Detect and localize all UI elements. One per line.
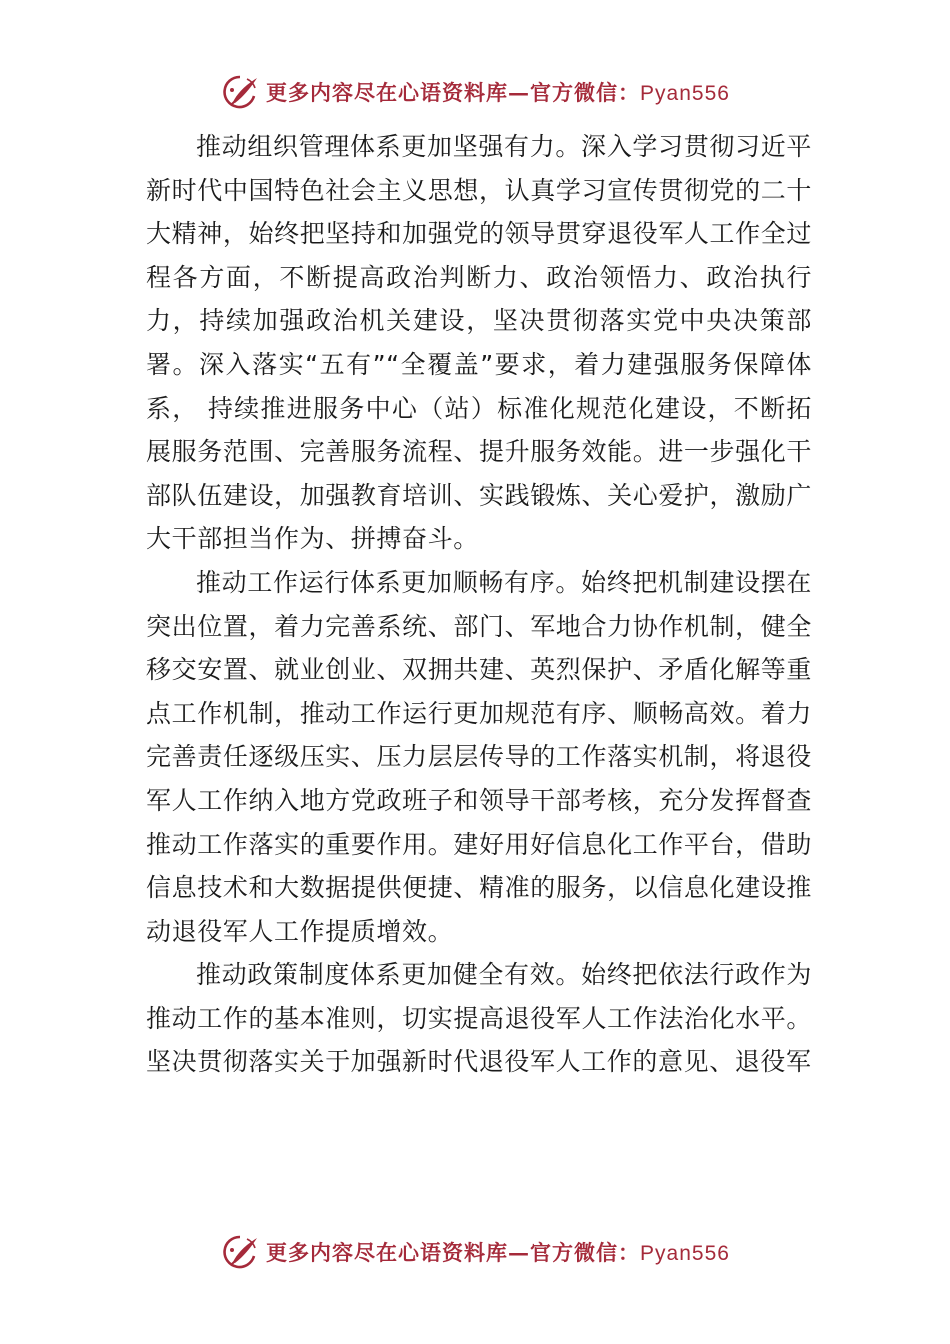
footer-banner [0, 1232, 950, 1272]
banner-wechat-id: Pyan556 [640, 82, 730, 105]
banner-wechat-id: Pyan556 [640, 1242, 730, 1265]
banner-text [266, 77, 730, 107]
banner-text [266, 1237, 730, 1267]
paragraph: 推动政策制度体系更加健全有效。始终把依法行政作为推动工作的基本准则，切实提高退役军人工作法治化水平。 坚决贯彻落实关于加强新时代退役军人工作的意见、退役军 [146, 960, 812, 1077]
body-content [146, 125, 812, 1084]
banner-label: 更多内容尽在心语资料库—官方微信： [266, 80, 641, 105]
quill-circle-logo-icon [220, 1234, 260, 1270]
paragraph: 推动工作运行体系更加顺畅有序。始终把机制建设摆在突出位置，着力完善系统、部门、军地合力协作机制，健全移交安置、就业创业、双拥共建、英烈保护、矛盾化解等重点工作机制，推动工作运行更加规范有序、顺畅高效。着力完善责任逐级压实、压力层层传导的工作落实机制，将退役军人工作纳入地方党政班子和领导干部考核，充分发挥督查推动工作落实的重要作用。建好用好信息化工作平台，借助信息技术和大数据提供便捷、精准的服务，以信息化建设推动退役军人工作提质增效。 [146, 567, 812, 946]
quill-circle-logo-icon [220, 74, 260, 110]
banner-label: 更多内容尽在心语资料库—官方微信： [266, 1240, 641, 1265]
header-banner [0, 72, 950, 112]
paragraph: 推动组织管理体系更加坚强有力。深入学习贯彻习近平新时代中国特色社会主义思想，认真学习宣传贯彻党的二十大精神，始终把坚持和加强党的领导贯穿退役军人工作全过程各方面，不断提高政治判断力、政治领悟力、政治执行力，持续加强政治机关建设，坚决贯彻落实党中央决策部署。深入落实“五有”“全覆盖”要求，着力建强服务保障体系， 持续推进服务中心（站）标准化规范化建设，不断拓展服务范围、完善服务流程、提升服务效能。进一步强化干部队伍建设，加强教育培训、实践锻炼、关心爱护，激励广大干部担当作为、拼搏奋斗。 [146, 132, 812, 554]
